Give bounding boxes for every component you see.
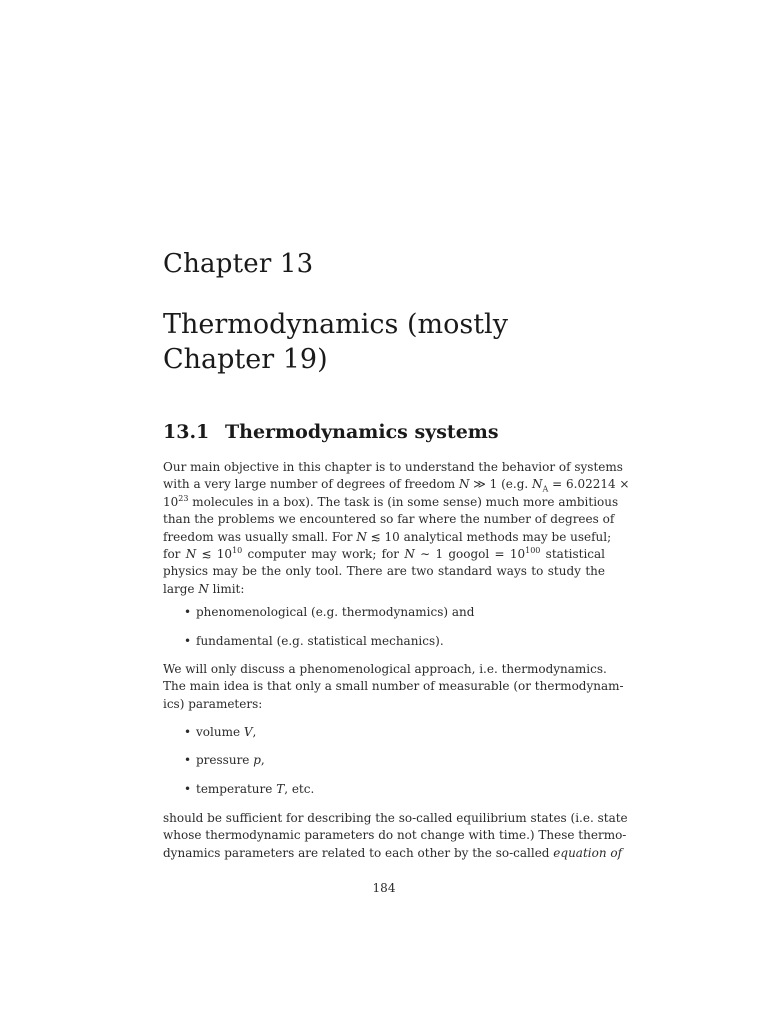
list-item [184, 634, 444, 648]
bullet-icon: • [184, 753, 192, 767]
text-line: should be sufficient for describing the so-called equilibrium states (i.e. state [163, 811, 628, 825]
approach-paragraph [163, 661, 624, 713]
text-line: dynamics parameters are related to each other by the so-called equation of [163, 845, 623, 860]
text-line: for N ≲ $10^{10}$ computer may work; for N ∼ 1 googol = $10^{100}$ statistical [163, 546, 606, 562]
bullet-icon: • [184, 782, 192, 796]
bullet-icon: • [184, 725, 192, 739]
chapter-title-line-1: Thermodynamics (mostly [163, 309, 508, 340]
text-line: The main idea is that only a small number of measurable (or thermodynam- [163, 679, 624, 694]
list-item-text: volume V, [196, 725, 257, 739]
bullet-icon: • [184, 634, 192, 648]
text-line: ics) parameters: [163, 696, 263, 711]
intro-paragraph [163, 459, 630, 598]
text-line: physics may be the only tool. There are two standard ways to study the [163, 564, 605, 579]
chapter-title-line-2: Chapter 19) [163, 344, 328, 375]
text-line: large N limit: [163, 581, 245, 596]
list-item-text: pressure p, [196, 753, 265, 767]
list-item [184, 725, 256, 739]
section-number: 13.1 [163, 421, 210, 443]
text-line: freedom was usually small. For N ≲ 10 analytical methods may be useful; [163, 529, 612, 544]
list-item [184, 605, 474, 619]
list-item-text: phenomenological (e.g. thermodynamics) and [196, 605, 475, 619]
list-item [184, 782, 314, 796]
bullet-icon: • [184, 605, 192, 619]
text-line: $10^{23}$ molecules in a box). The task is (in some sense) much more ambitious [163, 493, 619, 509]
text-line: whose thermodynamic parameters do not change with time.) These thermo- [163, 828, 627, 843]
chapter-title [163, 307, 603, 377]
section-title: Thermodynamics systems [225, 421, 499, 443]
chapter-label: Chapter 13 [163, 249, 314, 279]
text-line: Our main objective in this chapter is to understand the behavior of systems [163, 460, 623, 474]
list-item [184, 753, 265, 767]
closing-paragraph [163, 810, 628, 862]
text-line: than the problems we encountered so far where the number of degrees of [163, 512, 615, 527]
list-item-text: temperature T, etc. [196, 782, 315, 796]
text-line: We will only discuss a phenomenological approach, i.e. thermodynamics. [163, 662, 607, 676]
page-number: 184 [372, 881, 396, 895]
list-item-text: fundamental (e.g. statistical mechanics). [196, 634, 444, 648]
section-heading [163, 421, 499, 443]
text-line: with a very large number of degrees of freedom N ≫ 1 (e.g. $N_A = 6.02214$ × [163, 477, 630, 494]
